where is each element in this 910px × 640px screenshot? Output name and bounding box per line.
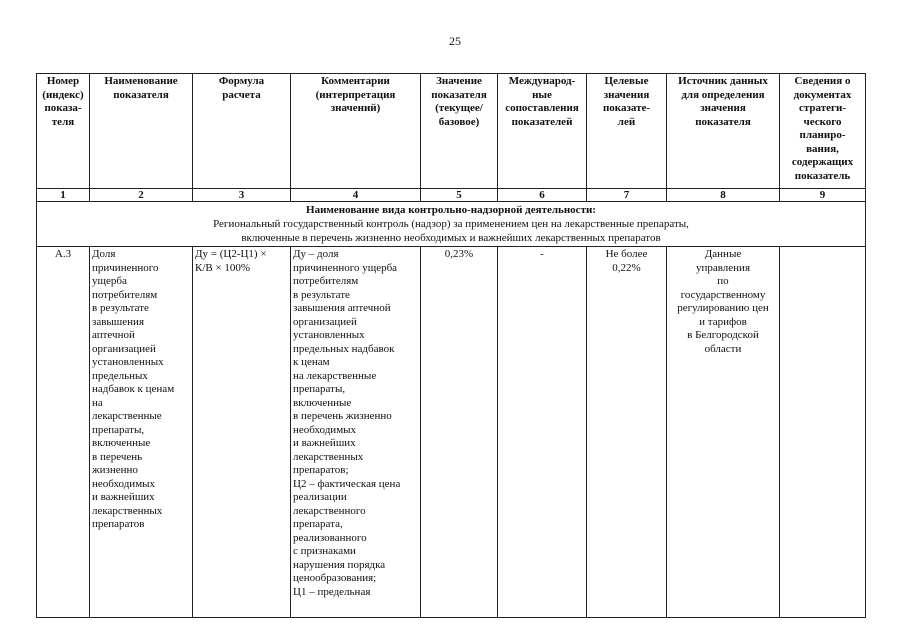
cell-line: предельных xyxy=(92,369,148,382)
table-row xyxy=(37,247,866,618)
header-cell xyxy=(193,74,291,189)
indicator-index: А.3 xyxy=(37,247,90,618)
header-line: базовое) xyxy=(438,115,480,128)
header-line: значений) xyxy=(330,102,381,114)
header-line: Наименование xyxy=(104,75,178,87)
cell-line: потребителям xyxy=(293,275,359,287)
header-line: для определения xyxy=(681,88,765,101)
cell-line: ущерба xyxy=(92,275,127,287)
header-line: показате- xyxy=(602,102,651,114)
cell-line: в Белгородской xyxy=(687,329,759,341)
planning-documents xyxy=(780,247,866,618)
cell-line: ценообразования; xyxy=(293,572,377,584)
cell-line: потребителям xyxy=(92,288,158,301)
cell-line: причиненного ущерба xyxy=(293,261,398,274)
cell-line: на xyxy=(92,396,103,409)
header-line: Комментарии xyxy=(321,75,390,87)
cell-line: области xyxy=(704,342,742,355)
international-comparison: - xyxy=(498,247,587,618)
header-line: стратеги- xyxy=(798,102,847,114)
cell-line: и тарифов xyxy=(699,315,747,328)
cell-line: установленных xyxy=(92,356,164,368)
header-line: Международ- xyxy=(508,75,576,87)
cell-line: К/В × 100% xyxy=(195,261,251,274)
header-row xyxy=(37,74,866,189)
cell-line: препаратов xyxy=(92,518,145,530)
section-heading xyxy=(37,202,866,247)
cell-line: включенные xyxy=(293,396,352,409)
header-line: показателя xyxy=(113,88,169,101)
header-cell xyxy=(667,74,780,189)
header-line: сопоставления xyxy=(505,102,579,114)
header-line: документах xyxy=(793,88,852,101)
header-cell xyxy=(587,74,667,189)
cell-line: включенные xyxy=(92,437,151,449)
cell-line: реализованного xyxy=(293,531,367,544)
cell-line: в результате xyxy=(293,288,350,301)
header-line: (интерпретация xyxy=(315,88,396,101)
header-line: содержащих xyxy=(791,156,854,168)
cell-line: лекарственного xyxy=(293,504,366,517)
cell-line: причиненного xyxy=(92,261,159,274)
cell-line: организацией xyxy=(293,315,357,328)
cell-line: надбавок к ценам xyxy=(92,383,175,395)
header-cell xyxy=(291,74,421,189)
cell-line: аптечной xyxy=(92,329,135,341)
column-number: 3 xyxy=(193,189,291,202)
cell-line: и важнейших xyxy=(92,491,155,503)
column-number: 4 xyxy=(291,189,421,202)
cell-line: препаратов; xyxy=(293,464,349,476)
header-line: планиро- xyxy=(799,129,846,141)
header-line: Значение xyxy=(436,75,482,87)
cell-line: препараты, xyxy=(92,423,145,436)
header-line: лей xyxy=(617,115,636,128)
header-line: значения xyxy=(700,102,746,114)
header-cell xyxy=(780,74,866,189)
cell-line: препарата, xyxy=(293,518,343,530)
header-cell xyxy=(37,74,90,189)
header-line: показателя xyxy=(695,115,751,128)
cell-line: Не более xyxy=(605,248,648,260)
header-line: показателя xyxy=(431,88,487,101)
cell-line: Дy – доля xyxy=(293,248,339,260)
column-number-row xyxy=(37,189,866,202)
cell-line: Ц1 – предельная xyxy=(293,585,371,598)
header-line: расчета xyxy=(222,88,261,101)
cell-line: Ц2 – фактическая цена xyxy=(293,477,401,490)
cell-line: в перечень жизненно xyxy=(293,410,392,422)
target-value xyxy=(587,247,667,618)
header-line: Целевые xyxy=(604,75,649,87)
header-line: значения xyxy=(603,88,650,101)
cell-line: предельных надбавок xyxy=(293,342,395,355)
indicator-table xyxy=(36,73,866,618)
section-line: Региональный государственный контроль (надзор) за применением цен на лекарственные препараты, xyxy=(213,218,689,230)
cell-line: завышения xyxy=(92,315,144,328)
column-number: 1 xyxy=(37,189,90,202)
cell-line: управления xyxy=(695,261,751,274)
cell-line: жизненно xyxy=(92,464,138,476)
cell-line: установленных xyxy=(293,329,365,341)
cell-line: необходимых xyxy=(92,477,156,490)
cell-line: лекарственные xyxy=(92,410,162,422)
cell-line: Данные xyxy=(704,248,742,260)
column-number: 5 xyxy=(421,189,498,202)
cell-line: завышения аптечной xyxy=(293,302,391,314)
cell-line: к ценам xyxy=(293,356,330,368)
header-line: теля xyxy=(51,115,75,128)
header-line: показателей xyxy=(511,115,573,128)
formula xyxy=(193,247,291,618)
header-line: ческого xyxy=(803,115,842,128)
cell-line: 0,22% xyxy=(612,261,641,274)
cell-line: реализации xyxy=(293,491,347,503)
indicator-name xyxy=(90,247,193,618)
header-line: Источник данных xyxy=(678,75,768,87)
cell-line: и важнейших xyxy=(293,437,356,449)
cell-line: регулированию цен xyxy=(677,302,769,314)
cell-line: лекарственных xyxy=(293,450,364,463)
column-number: 6 xyxy=(498,189,587,202)
header-line: Формула xyxy=(218,75,265,87)
column-number: 2 xyxy=(90,189,193,202)
header-line: Сведения о xyxy=(794,75,851,87)
cell-line: по xyxy=(717,275,729,287)
cell-line: препараты, xyxy=(293,383,346,395)
cell-line: в результате xyxy=(92,302,149,314)
section-line: включенные в перечень жизненно необходимых и важнейших лекарственных препаратов xyxy=(241,232,661,244)
header-line: (текущее/ xyxy=(435,102,483,114)
header-line: вания, xyxy=(806,142,839,155)
column-number: 9 xyxy=(780,189,866,202)
cell-line: Доля xyxy=(92,248,116,260)
page-number: 25 xyxy=(449,34,461,48)
cell-line: организацией xyxy=(92,342,156,355)
cell-line: Дy = (Ц2-Ц1) × xyxy=(195,248,267,260)
section-title: Наименование вида контрольно-надзорной деятельности: xyxy=(306,204,596,216)
data-source xyxy=(667,247,780,618)
cell-line: на лекарственные xyxy=(293,369,377,382)
header-cell xyxy=(90,74,193,189)
cell-line: лекарственных xyxy=(92,504,163,517)
column-number: 7 xyxy=(587,189,667,202)
cell-line: необходимых xyxy=(293,423,357,436)
header-cell xyxy=(498,74,587,189)
header-line: ные xyxy=(532,88,552,101)
cell-line: с признаками xyxy=(293,545,356,557)
header-line: показа- xyxy=(44,102,82,114)
comments xyxy=(291,247,421,618)
cell-line: в перечень xyxy=(92,450,143,463)
header-cell xyxy=(421,74,498,189)
header-line: Номер xyxy=(46,75,80,87)
cell-line: государственному xyxy=(680,288,766,301)
header-line: (индекс) xyxy=(42,88,84,101)
section-row xyxy=(37,202,866,247)
cell-line: нарушения порядка xyxy=(293,558,386,571)
column-number: 8 xyxy=(667,189,780,202)
header-line: показатель xyxy=(794,169,851,182)
indicator-value: 0,23% xyxy=(421,247,498,618)
